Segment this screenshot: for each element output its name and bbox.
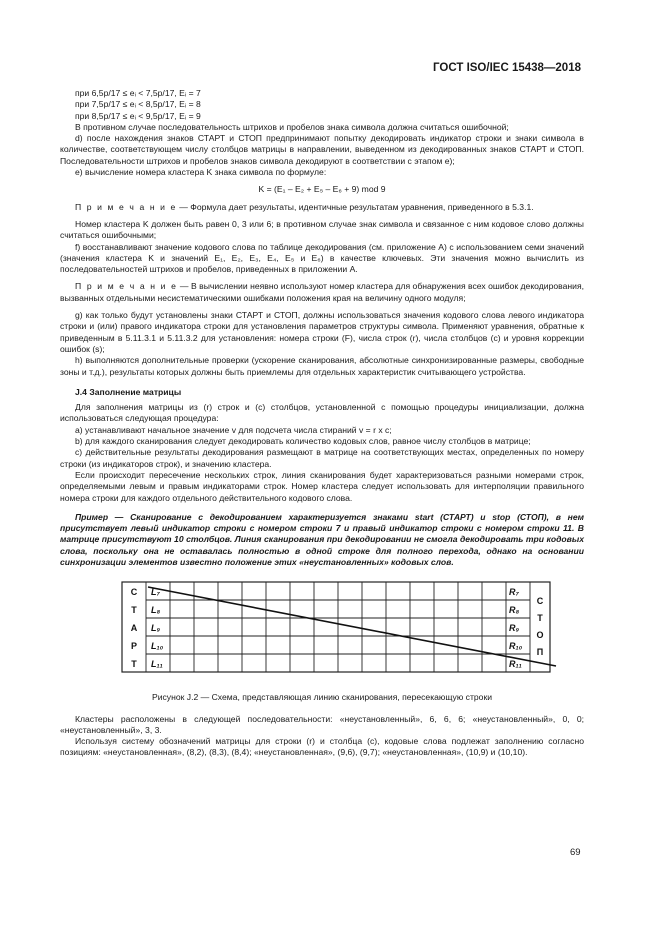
note-2-label: П р и м е ч а н и е [75,281,178,292]
page-body [60,88,584,759]
stop-letter: С [536,596,544,607]
condition-line-2: при 7,5p/17 ≤ eᵢ < 8,5p/17, Eᵢ = 8 [75,99,201,110]
left-row-indicator: L₁₁ [151,659,163,670]
scan-line-figure [60,574,584,686]
left-row-indicator: L₈ [151,605,161,616]
right-row-indicator: R₁₀ [509,641,523,652]
note-1 [60,202,584,213]
paragraph-step-e: е) вычисление номера кластера K знака символа по формуле: [75,167,327,178]
paragraph-procedure: Для заполнения матрицы из (r) строк и (c) столбцов, установленной с помощью процедуры инициализации, должна использоваться следующая процедура: [60,402,584,424]
stop-letter: П [536,647,544,658]
paragraph-clusters: Кластеры расположены в следующей последовательности: «неустановленный», 6, 6, 6; «неустановленный», 0, 0; «неустановленный», 3, 3. [60,713,584,735]
figure-caption: Рисунок J.2 — Схема, представляющая линию сканирования, пересекающую строки [151,692,493,703]
paragraph-step-b: b) для каждого сканирования следует декодировать количество кодовых слов, равное числу столбцов в матрице; [75,436,531,447]
paragraph-step-c: с) действительные результаты декодирования размещают в матрице на соответствующих местах, определенных по номеру строки (из индикаторов строк), и значению кластера. [60,447,584,469]
page-number: 69 [570,847,581,858]
start-letter: Р [130,641,138,652]
start-letter: Т [131,605,137,616]
note-2-text: — В вычислении неявно используют номер кластера для обнаружения всех ошибок декодирования, вызванных отдельными несистематическими ошибками положения края на величину одного модуля; [60,281,584,303]
note-1-text: — Формула дает результаты, идентичные результатам уравнения, приведенного в 5.3.1. [176,201,534,212]
note-1-label: П р и м е ч а н и е [75,201,177,212]
paragraph-step-g: g) как только будут установлены знаки СТАРТ и СТОП, должны использоваться значения кодового слова левого индикатора строки и (или) правого индикатора строки для установления параметров структуры символа. Применяют уравнения, обратные к приведенным в 5.11.3.1 и 5.11.3.2 для установления: номера строки (F), числа строк (r), числа столбцов (c) и уровня коррекции ошибок (s); [60,310,584,354]
note-2 [60,281,584,304]
right-row-indicator: R₇ [509,587,519,598]
document-header: ГОСТ ISO/IEC 15438—2018 [433,62,581,74]
stop-letter: О [536,630,544,641]
example-paragraph: Пример — Сканирование с декодированием характеризуется знаками start (СТАРТ) и stop (СТОП), в нем присутствует левый индикатор строки с номером строки 7 и правый индикатор строки с номером строки 11. В матрице присутствуют 10 столбцов. Линия сканирования при декодировании не смогла декодировать три кодовых слова, поскольку она не оставалась полностью в одной строке для полного перехода, однако на основании синхронизации элементов известно положение этих «неустановленных» кодовых слов. [60,511,584,567]
right-row-indicator: R₉ [509,623,520,634]
stop-letter: Т [537,613,543,624]
paragraph-cluster-number: Номер кластера K должен быть равен 0, 3 или 6; в противном случае знак символа и связанное с ним кодовое слово должны считаться ошибочными; [60,218,584,241]
start-letter: А [130,623,138,634]
left-row-indicator: L₁₀ [151,641,164,652]
left-row-indicator: L₉ [151,623,161,634]
condition-line-1: при 6,5p/17 ≤ eᵢ < 7,5p/17, Eᵢ = 7 [75,88,201,98]
start-letter: Т [131,659,137,670]
matrix-border [122,582,550,672]
paragraph-error-case: В противном случае последовательность штрихов и пробелов знака символа должна считаться ошибочной; [75,121,509,132]
paragraph-positions: Используя систему обозначений матрицы для строки (r) и столбца (c), кодовые слова подлежат заполнению согласно позициям: «неустановленная», (8,2), (8,3), (8,4); «неустановленная», (9,6), (9,7); «неустановленная», (10,9) и (10,10). [60,736,584,758]
left-row-indicator: L₇ [151,587,160,598]
paragraph-step-f: f) восстанавливают значение кодового слова по таблице декодирования (см. приложение А) с использованием семи значений (значения кластера K и значений E₁, E₂, E₃, E₄, E₅ и E₆) в качестве ключевых. Эти значения можно вычислить из последовательностей штрихов и пробелов, приведенных в приложении А. [60,241,584,275]
right-row-indicator: R₈ [509,605,520,616]
right-row-indicator: R₁₁ [509,659,522,670]
cluster-formula: K = (E₁ – E₂ + E₅ – E₆ + 9) mod 9 [258,184,386,195]
section-heading: J.4 Заполнение матрицы [75,386,182,397]
paragraph-row-crossing: Если происходит пересечение нескольких строк, линия сканирования будет характеризоваться разными номерами строк, определяемыми левым и правым индикаторами строк. Номер кластера следует использовать для интерполяции правильного номера строки для каждого отдельного действительного кодового слова. [60,469,584,503]
paragraph-step-h: h) выполняются дополнительные проверки (ускорение сканирования, абсолютные синхронизированные размеры, свободные зоны и т.д.), результаты которых должны быть приемлемы для отдельных характеристик считывающего устройства. [60,355,584,377]
condition-line-3: при 8,5p/17 ≤ eᵢ < 9,5p/17, Eᵢ = 9 [75,110,201,121]
matrix-diagram [60,574,584,686]
paragraph-step-d: d) после нахождения знаков СТАРТ и СТОП предпринимают попытку декодировать индикатор строки и знаки символа в количестве, соответствующем числу столбцов матрицы в направлении, выведенном из декодированных знаков СТАРТ и СТОП. Последовательности штрихов и пробелов знаков символа декодируют в соответствии с этапом е); [60,133,584,166]
start-letter: С [130,587,138,598]
paragraph-step-a: а) устанавливают начальное значение v для подсчета числа стираний v = r x c; [75,424,392,435]
